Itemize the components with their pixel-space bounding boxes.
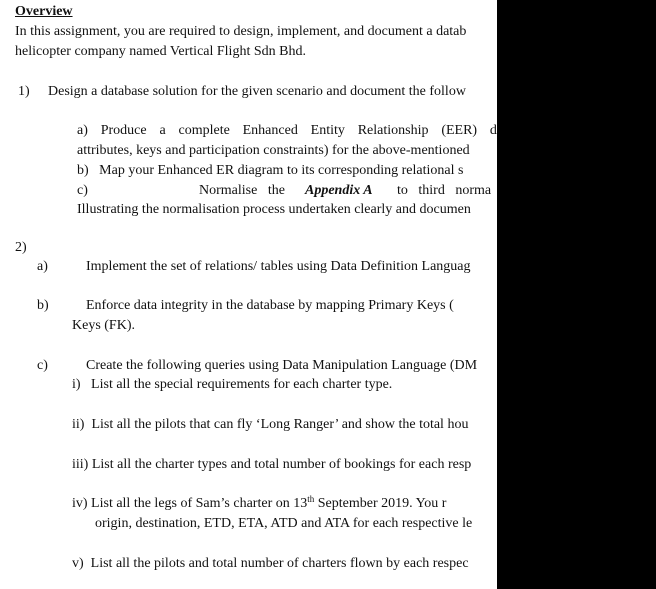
query-iii: iii) List all the charter types and total number of bookings for each resp — [72, 457, 472, 472]
q1c-label: c) — [77, 183, 88, 198]
q2b-line-1: Enforce data integrity in the database by mapping Primary Keys ( — [86, 298, 454, 313]
q1-text: Design a database solution for the given scenario and document the follow — [48, 84, 466, 99]
query-iv-line-2: origin, destination, ETD, ETA, ATD and ATA for each respective le — [95, 516, 473, 531]
overview-heading: Overview — [15, 4, 73, 19]
overview-paragraph-line-2: helicopter company named Vertical Flight Sdn Bhd. — [15, 44, 306, 59]
q1a-word: a) — [77, 123, 88, 138]
q1a-word: Produce — [100, 123, 147, 138]
overview-paragraph-line-1: In this assignment, you are required to design, implement, and document a datab — [15, 24, 467, 39]
q2b-label: b) — [37, 298, 49, 313]
query-iv-start: iv) List all the legs of Sam’s charter on 13 — [72, 496, 308, 511]
ordinal-suffix: th — [307, 494, 315, 504]
q1b-line: b) Map your Enhanced ER diagram to its corresponding relational s — [77, 163, 464, 178]
q2b-line-2: Keys (FK). — [72, 318, 135, 333]
query-iv-end: September 2019. You r — [314, 496, 447, 511]
query-iv-line-1 — [72, 495, 446, 513]
q1a-line-2: attributes, keys and participation constraints) for the above-mentioned — [77, 143, 470, 158]
q2c-label: c) — [37, 358, 48, 373]
q1c-normalise: Normalise the — [199, 183, 285, 198]
q1a-word: d — [489, 123, 497, 138]
q1c-appendix-ref: Appendix A — [305, 183, 373, 198]
q2c-text: Create the following queries using Data Manipulation Language (DM — [86, 358, 478, 373]
q1-number: 1) — [18, 84, 30, 99]
redaction-block — [497, 0, 656, 589]
query-i: i) List all the special requirements for each charter type. — [72, 377, 393, 392]
q2a-text: Implement the set of relations/ tables using Data Definition Languag — [86, 259, 471, 274]
q1a-word: a — [159, 123, 166, 138]
q1c-line-2: Illustrating the normalisation process undertaken clearly and documen — [77, 202, 471, 217]
q1a-word: complete — [178, 123, 230, 138]
q1c-rest: to third norma — [397, 183, 492, 198]
q2-number: 2) — [15, 240, 27, 255]
q1a-word: Entity — [310, 123, 345, 138]
query-ii: ii) List all the pilots that can fly ‘Long Ranger’ and show the total hou — [72, 417, 469, 432]
q1a-word: Relationship — [357, 123, 429, 138]
q1a-word: Enhanced — [242, 123, 298, 138]
q2a-label: a) — [37, 259, 48, 274]
query-v: v) List all the pilots and total number of charters flown by each respec — [72, 556, 469, 571]
q1a-word: (EER) — [441, 123, 478, 138]
q1a-line-1 — [77, 122, 497, 140]
